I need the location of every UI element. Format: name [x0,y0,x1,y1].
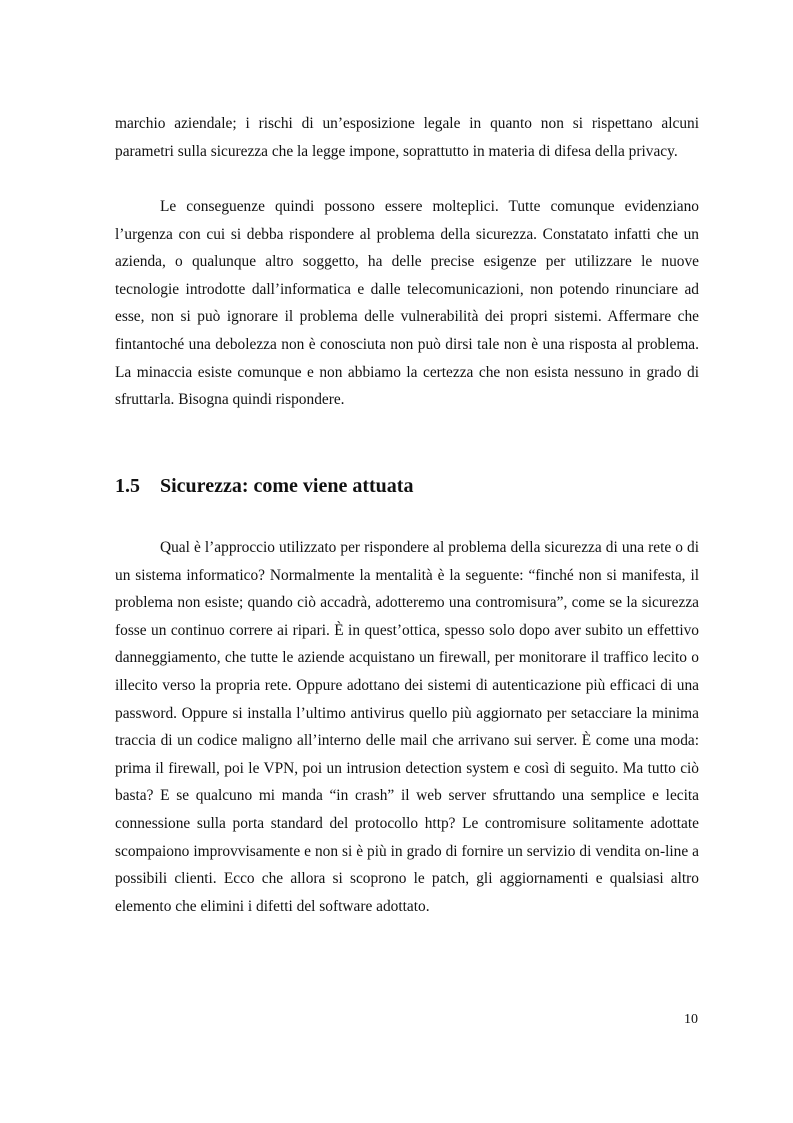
page-number: 10 [684,1012,698,1027]
section-heading [115,472,413,500]
paragraph-security-approach: Qual è l’approccio utilizzato per rispondere al problema della sicurezza di una rete o di un sistema informatico? Normalmente la mentalità è la seguente: “finché non si manifesta, il problema non esiste; quando ciò accadrà, adotteremo una contromisura”, come se la sicurezza fosse un continuo correre ai ripari. È in quest’ottica, spesso solo dopo aver subito un effettivo danneggiamento, che tutte le aziende acquistano un firewall, per monitorare il traffico lecito o illecito verso la propria rete. Oppure adottano dei sistemi di autenticazione più efficaci di una password. Oppure si installa l’ultimo antivirus quello più aggiornato per setacciare la minima traccia di un codice maligno all’interno delle mail che arrivano sui server. È come una moda: prima il firewall, poi le VPN, poi un intrusion detection system e così di seguito. Ma tutto ciò basta? E se qualcuno mi manda “in crash” il web server sfruttando una semplice e lecita connessione sulla porta standard del protocollo http? Le contromisure solitamente adottate scompaiono improvvisamente e non si è più in grado di fornire un servizio di vendita on-line a possibili clienti. Ecco che allora si scoprono le patch, gli aggiornamenti e qualsiasi altro elemento che elimini i difetti del software adottato. [115,539,699,915]
section-title: Sicurezza: come viene attuata [160,475,414,497]
paragraph-consequences: Le conseguenze quindi possono essere molteplici. Tutte comunque evidenziano l’urgenza con cui si debba rispondere al problema della sicurezza. Constatato infatti che un azienda, o qualunque altro soggetto, ha delle precise esigenze per utilizzare le nuove tecnologie introdotte dall’informatica e dalle telecomunicazioni, non potendo rinunciare ad esse, non si può ignorare il problema delle vulnerabilità dei propri sistemi. Affermare che fintantoché una debolezza non è conosciuta non può dirsi tale non è una risposta al problema. La minaccia esiste comunque e non abbiamo la certezza che non esista nessuno in grado di sfruttarla. Bisogna quindi rispondere. [115,198,699,409]
section-number: 1.5 [115,475,140,497]
paragraph-privacy-risks: marchio aziendale; i rischi di un’esposizione legale in quanto non si rispettano alcuni parametri sulla sicurezza che la legge impone, soprattutto in materia di difesa della privacy. [115,115,699,160]
